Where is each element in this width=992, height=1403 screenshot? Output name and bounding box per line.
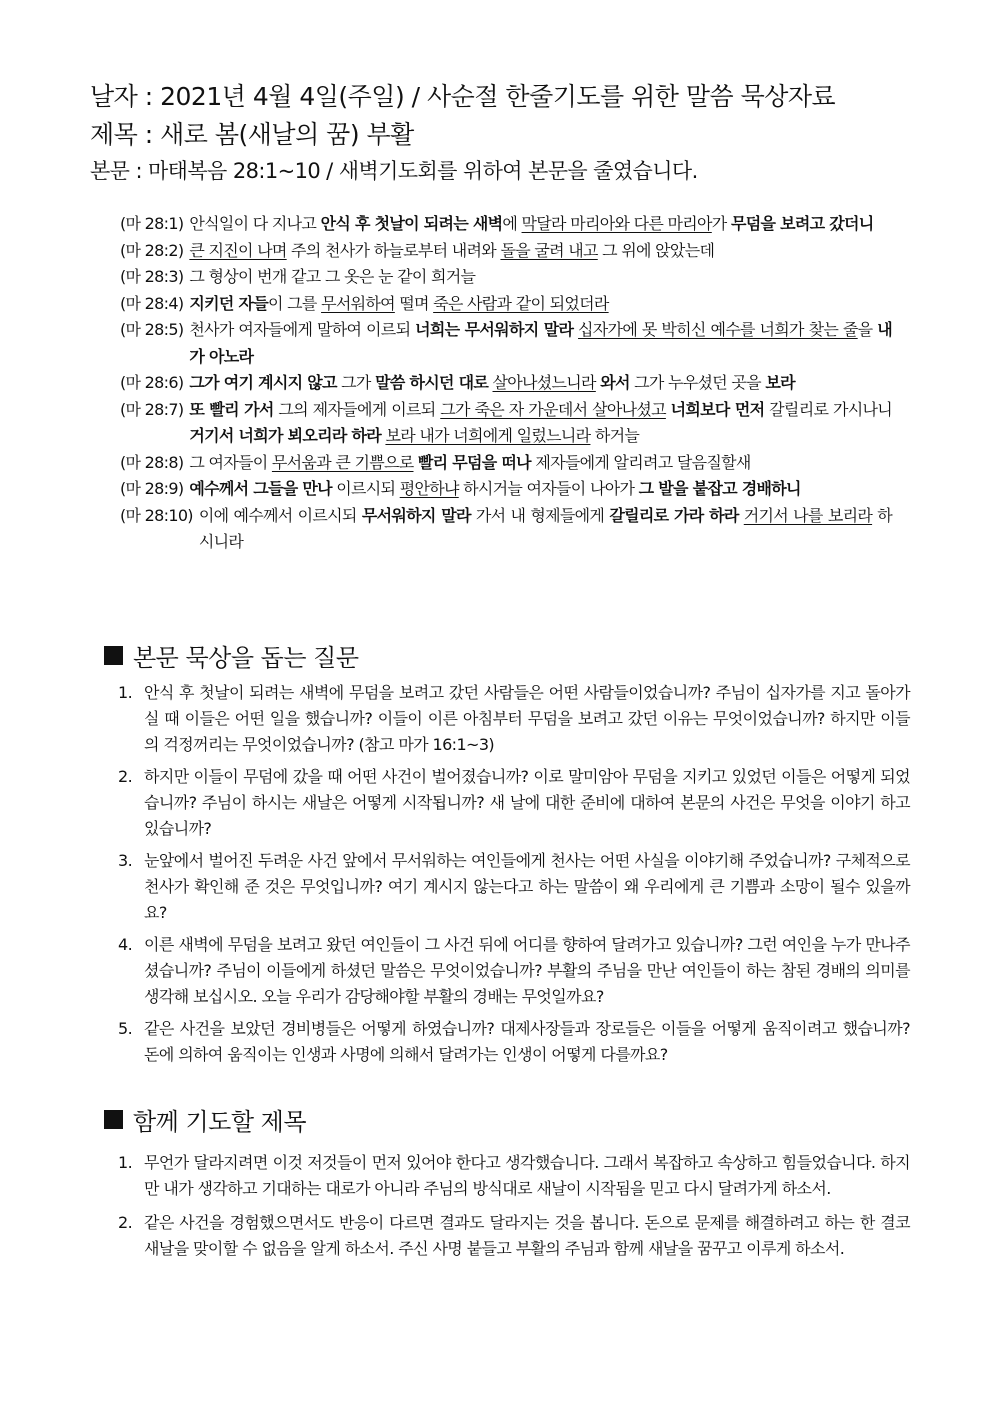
item-number: 1. xyxy=(118,683,133,702)
verse-segment: 하거늘 xyxy=(590,426,640,445)
verse-segment: 주의 천사가 하늘로부터 내려와 xyxy=(286,240,501,260)
verse-emphasis: 그가 여기 계시지 않고 xyxy=(189,373,337,392)
verse-underline: 큰 지진이 나며 xyxy=(189,240,287,260)
question-item xyxy=(118,1016,910,1068)
verse-text xyxy=(189,450,892,477)
item-text: 안식 후 첫날이 되려는 새벽에 무덤을 보려고 갔던 사람들은 어떤 사람들이었습니까? 주님이 십자가를 지고 돌아가실 때 이들은 어떤 일을 했습니까? 이들이 이른 아침부터 무덤을 보려고 갔던 이유는 무엇이었습니까? 하지만 이들의 걱정꺼리는 무엇이었습니까? (참고 마가 16:1~3) xyxy=(144,683,910,754)
questions-heading xyxy=(104,638,359,673)
verse-segment: 그가 xyxy=(336,373,376,392)
verse-emphasis: 갈릴리로 가라 하라 xyxy=(609,505,739,525)
verse-row xyxy=(120,503,892,556)
verse-underline: 십자가에 못 박히신 예수를 너희가 찾는 줄 xyxy=(578,320,858,339)
verse-emphasis: 거기서 너희가 뵈오리라 하라 xyxy=(189,426,382,445)
square-bullet-icon xyxy=(104,1110,123,1129)
verse-segment: 그의 제자들에게 이르되 xyxy=(273,399,441,419)
verse-underline: 보라 내가 너희에게 일렀느니라 xyxy=(385,426,591,445)
verse-underline: 막달라 마리아와 다른 마리아 xyxy=(521,214,712,233)
item-text: 같은 사건을 경험했으면서도 반응이 다르면 결과도 달라지는 것을 봅니다. 돈으로 문제를 해결하려고 하는 한 결코 새날을 맞이할 수 없음을 알게 하소서. 주신 사명 붙들고 부활의 주님과 함께 새날을 꿈꾸고 이루게 하소서. xyxy=(144,1213,910,1258)
verse-text xyxy=(189,291,892,318)
verse-emphasis: 지키던 자들 xyxy=(189,293,269,313)
verse-segment: 그 위에 앉았는데 xyxy=(597,240,715,260)
verse-emphasis: 너희보다 먼저 xyxy=(670,399,765,419)
verse-segment: 이르시되 xyxy=(331,479,400,498)
verse-segment: 에 xyxy=(502,214,522,233)
verse-underline: 평안하냐 xyxy=(399,479,459,498)
prayers-list xyxy=(118,1150,910,1270)
question-item xyxy=(118,848,910,926)
verse-row xyxy=(120,370,892,397)
scripture-verses xyxy=(120,211,892,556)
verse-emphasis: 너희는 무서워하지 말라 xyxy=(415,320,574,339)
verse-segment: 그 여자들이 xyxy=(189,452,272,472)
verse-ref: (마 28:10) xyxy=(120,505,193,525)
square-bullet-icon xyxy=(104,646,123,665)
verse-row xyxy=(120,291,892,318)
prayer-item xyxy=(118,1150,910,1202)
verse-segment: 이 그를 xyxy=(268,293,322,313)
verse-ref: (마 28:2) xyxy=(120,240,184,260)
verse-row xyxy=(120,264,892,291)
verse-underline: 살아나셨느니라 xyxy=(492,373,596,392)
item-number: 5. xyxy=(118,1019,133,1038)
verse-text xyxy=(189,370,892,397)
verse-emphasis: 말씀 하시던 대로 xyxy=(375,373,489,392)
verse-ref: (마 28:5) xyxy=(120,320,184,339)
verse-text xyxy=(189,264,892,291)
verse-underline: 거기서 나를 보리라 xyxy=(743,505,873,525)
verse-emphasis: 무덤을 보려고 갔더니 xyxy=(730,214,874,233)
verse-underline: 돌을 굴려 내고 xyxy=(500,240,598,260)
verse-segment: 그 형상이 번개 같고 그 옷은 눈 같이 희거늘 xyxy=(189,267,476,286)
verse-emphasis: 빨리 무덤을 떠나 xyxy=(417,452,531,472)
prayers-heading xyxy=(104,1102,306,1137)
verse-text xyxy=(189,317,892,370)
verse-underline: 무서워하여 xyxy=(321,293,395,313)
verse-text xyxy=(189,238,892,265)
question-item xyxy=(118,764,910,842)
verse-row xyxy=(120,211,892,238)
verse-emphasis: 와서 xyxy=(600,373,630,392)
verse-segment: 하시거늘 여자들이 나아가 xyxy=(458,479,639,498)
verse-segment: 하시니라 xyxy=(198,505,892,551)
verse-ref: (마 28:9) xyxy=(120,479,184,498)
verse-row xyxy=(120,450,892,477)
question-item xyxy=(118,932,910,1010)
verse-underline: 무서움과 큰 기쁨으로 xyxy=(271,452,414,472)
verse-emphasis: 또 빨리 가서 xyxy=(189,399,274,419)
verse-ref: (마 28:6) xyxy=(120,373,184,392)
verse-segment: 을 xyxy=(857,320,878,339)
item-number: 4. xyxy=(118,935,133,954)
verse-emphasis: 내가 아노라 xyxy=(189,320,892,366)
verse-segment: 안식일이 다 지나고 xyxy=(189,214,321,233)
verse-row xyxy=(120,238,892,265)
title-line: 제목 : 새로 봄(새날의 꿈) 부활 xyxy=(90,120,414,149)
verse-emphasis: 안식 후 첫날이 되려는 새벽 xyxy=(320,214,503,233)
document-header xyxy=(90,78,930,188)
verse-ref: (마 28:3) xyxy=(120,267,184,286)
item-text: 하지만 이들이 무덤에 갔을 때 어떤 사건이 벌어졌습니까? 이로 말미암아 무덤을 지키고 있었던 이들은 어떻게 되었습니까? 주님이 하시는 새날은 어떻게 시작됩니까? 새 날에 대한 준비에 대하여 본문의 사건은 무엇을 이야기 하고 있습니까? xyxy=(144,767,910,838)
verse-text xyxy=(199,503,892,556)
verse-ref: (마 28:4) xyxy=(120,293,184,313)
verse-row xyxy=(120,397,892,450)
verse-segment: 가 xyxy=(711,214,731,233)
item-text: 눈앞에서 벌어진 두려운 사건 앞에서 무서워하는 여인들에게 천사는 어떤 사실을 이야기해 주었습니까? 구체적으로 천사가 확인해 준 것은 무엇입니까? 여기 계시지 않는다고 하는 말씀이 왜 우리에게 큰 기쁨과 소망이 될수 있을까요? xyxy=(144,851,910,922)
questions-list xyxy=(118,680,910,1074)
item-text: 같은 사건을 보았던 경비병들은 어떻게 하였습니까? 대제사장들과 장로들은 이들을 어떻게 움직이려고 했습니까? 돈에 의하여 움직이는 인생과 사명에 의해서 달려가는 인생이 어떻게 다를까요? xyxy=(144,1019,910,1064)
item-number: 1. xyxy=(118,1153,133,1172)
date-line: 날자 : 2021년 4월 4일(주일) / 사순절 한줄기도를 위한 말씀 묵상자료 xyxy=(90,82,836,111)
verse-segment: 갈릴리로 가시나니 xyxy=(764,399,892,419)
verse-emphasis: 보라 xyxy=(765,373,795,392)
item-text: 이른 새벽에 무덤을 보려고 왔던 여인들이 그 사건 뒤에 어디를 향하여 달려가고 있습니까? 그런 여인을 누가 만나주셨습니까? 주님이 이들에게 하셨던 말씀은 무엇이었습니까? 부활의 주님을 만난 여인들이 하는 참된 경배의 의미를 생각해 보십시오. 오늘 우리가 감당해야할 부활의 경배는 무엇일까요? xyxy=(144,935,910,1006)
verse-ref: (마 28:1) xyxy=(120,214,184,233)
item-number: 3. xyxy=(118,851,133,870)
verse-text xyxy=(189,397,892,450)
verse-text xyxy=(189,476,892,503)
question-item xyxy=(118,680,910,758)
verse-ref: (마 28:7) xyxy=(120,399,184,419)
scripture-line: 본문 : 마태복음 28:1~10 / 새벽기도회를 위하여 본문을 줄였습니다. xyxy=(90,159,698,183)
verse-segment: 떨며 xyxy=(394,293,434,313)
prayer-item xyxy=(118,1210,910,1262)
verse-emphasis: 그 발을 붙잡고 경배하니 xyxy=(638,479,801,498)
prayers-heading-text: 함께 기도할 제목 xyxy=(133,1108,307,1136)
verse-segment: 그가 누우셨던 곳을 xyxy=(629,373,766,392)
verse-row xyxy=(120,317,892,370)
verse-emphasis: 예수께서 그들을 만나 xyxy=(189,479,332,498)
verse-ref: (마 28:8) xyxy=(120,452,184,472)
item-number: 2. xyxy=(118,1213,133,1232)
verse-text xyxy=(189,211,892,238)
item-number: 2. xyxy=(118,767,133,786)
verse-underline: 죽은 사람과 같이 되었더라 xyxy=(433,293,609,313)
verse-underline: 그가 죽은 자 가운데서 살아나셨고 xyxy=(440,399,666,419)
verse-segment: 이에 예수께서 이르시되 xyxy=(198,505,362,525)
verse-segment: 제자들에게 알리려고 달음질할새 xyxy=(530,452,751,472)
verse-segment: 가서 내 형제들에게 xyxy=(470,505,610,525)
questions-heading-text: 본문 묵상을 돕는 질문 xyxy=(133,644,359,672)
verse-emphasis: 무서워하지 말라 xyxy=(361,505,471,525)
verse-segment: 천사가 여자들에게 말하여 이르되 xyxy=(189,320,416,339)
verse-row xyxy=(120,476,892,503)
item-text: 무언가 달라지려면 이것 저것들이 먼저 있어야 한다고 생각했습니다. 그래서 복잡하고 속상하고 힘들었습니다. 하지만 내가 생각하고 기대하는 대로가 아니라 주님의 방식대로 새날이 시작됨을 믿고 다시 달려가게 하소서. xyxy=(144,1153,910,1198)
